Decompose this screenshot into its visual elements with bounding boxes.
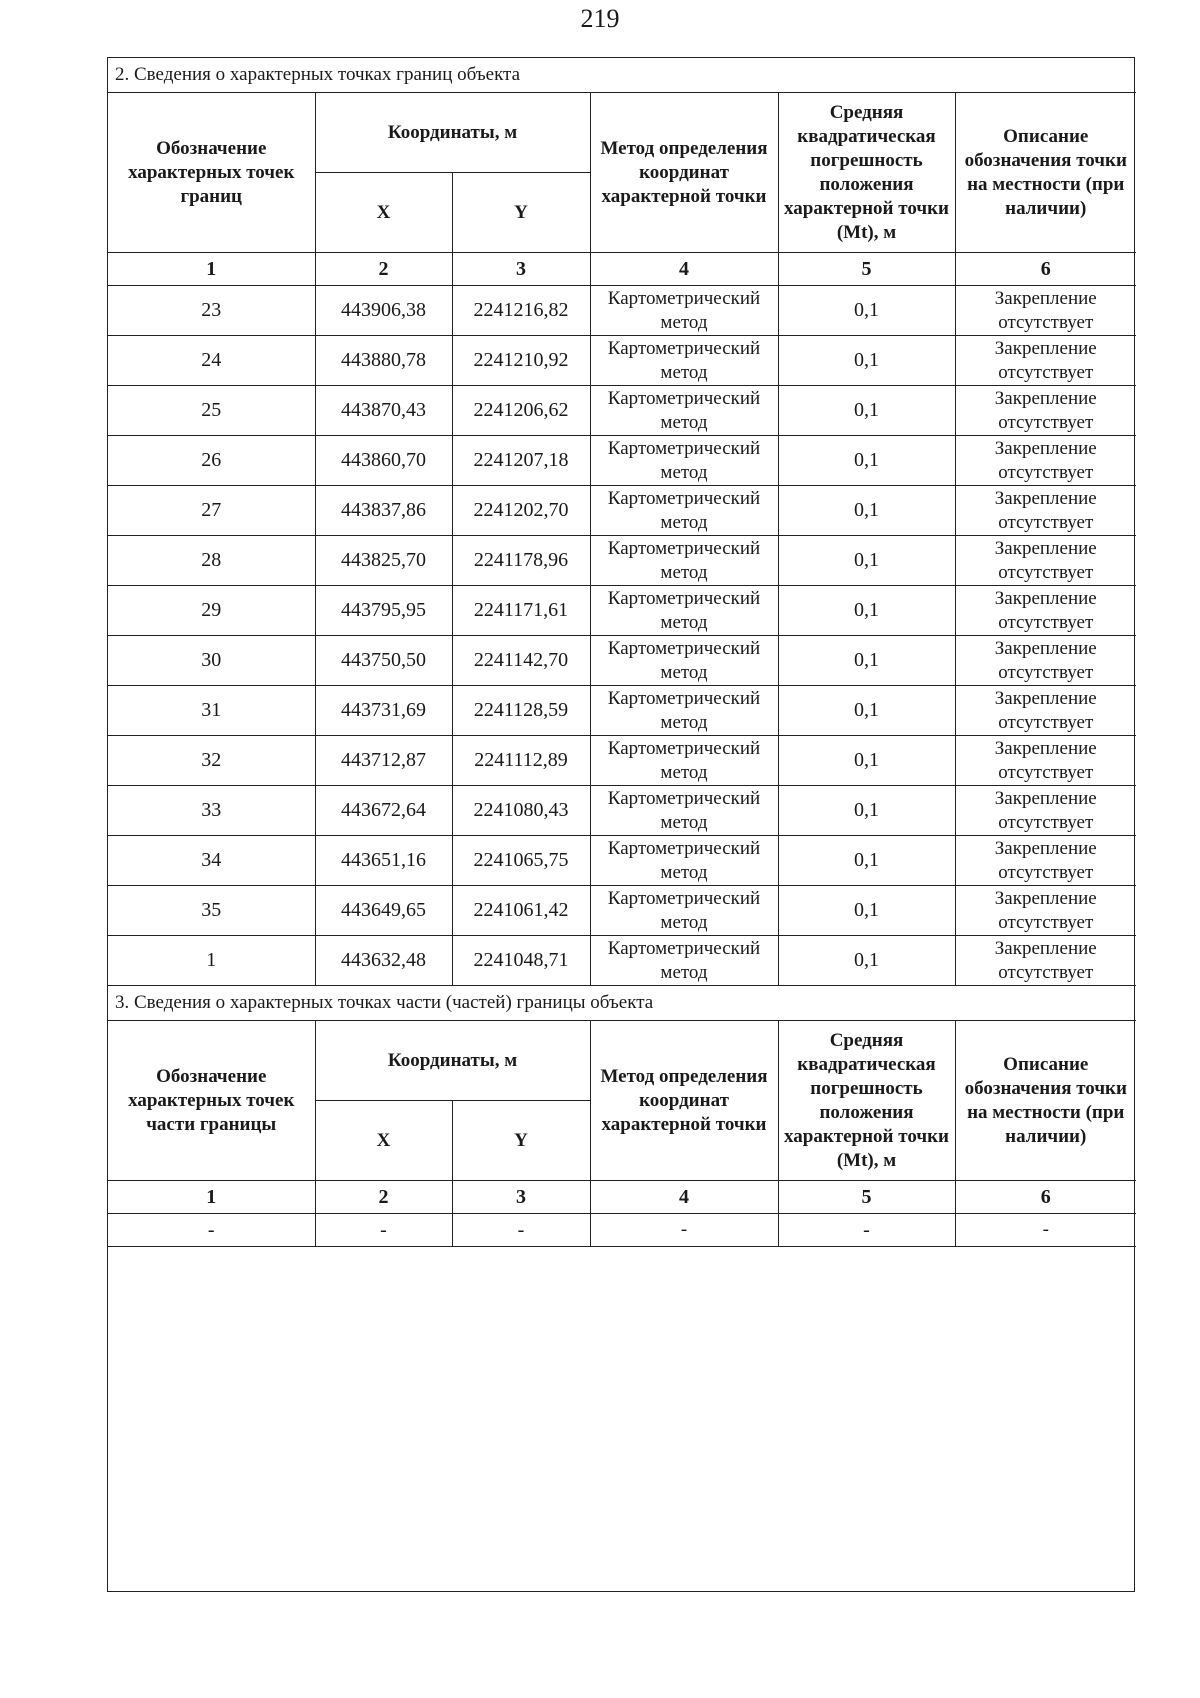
y-coordinate-cell: 2241128,59	[452, 686, 590, 736]
header-x: X	[315, 1101, 452, 1181]
x-coordinate-cell: 443880,78	[315, 336, 452, 386]
error-cell: -	[778, 1214, 955, 1247]
x-coordinate-cell: 443825,70	[315, 536, 452, 586]
description-cell: Закрепление отсутствует	[955, 736, 1136, 786]
x-coordinate-cell: 443731,69	[315, 686, 452, 736]
point-cell: -	[108, 1214, 315, 1247]
method-cell: Картометрический метод	[590, 286, 778, 336]
section2-rows	[108, 286, 1136, 986]
error-cell: 0,1	[778, 536, 955, 586]
point-cell: 30	[108, 636, 315, 686]
x-coordinate-cell: 443750,50	[315, 636, 452, 686]
x-coordinate-cell: 443672,64	[315, 786, 452, 836]
method-cell: Картометрический метод	[590, 686, 778, 736]
description-cell: Закрепление отсутствует	[955, 686, 1136, 736]
y-coordinate-cell: 2241210,92	[452, 336, 590, 386]
section3-title: 3. Сведения о характерных точках части (частей) границы объекта	[108, 986, 1136, 1021]
description-cell: Закрепление отсутствует	[955, 436, 1136, 486]
description-cell: -	[955, 1214, 1136, 1247]
y-coordinate-cell: 2241206,62	[452, 386, 590, 436]
method-cell: Картометрический метод	[590, 386, 778, 436]
x-coordinate-cell: 443870,43	[315, 386, 452, 436]
description-cell: Закрепление отсутствует	[955, 836, 1136, 886]
description-cell: Закрепление отсутствует	[955, 286, 1136, 336]
x-coordinate-cell: 443837,86	[315, 486, 452, 536]
description-cell: Закрепление отсутствует	[955, 386, 1136, 436]
y-coordinate-cell: 2241112,89	[452, 736, 590, 786]
header-x: X	[315, 173, 452, 253]
method-cell: -	[590, 1214, 778, 1247]
y-coordinate-cell: -	[452, 1214, 590, 1247]
header-y: Y	[452, 173, 590, 253]
x-coordinate-cell: 443712,87	[315, 736, 452, 786]
header-designation: Обозначение характерных точек части границы	[108, 1021, 315, 1181]
y-coordinate-cell: 2241048,71	[452, 936, 590, 986]
error-cell: 0,1	[778, 836, 955, 886]
y-coordinate-cell: 2241202,70	[452, 486, 590, 536]
table-row	[108, 786, 1136, 836]
y-coordinate-cell: 2241065,75	[452, 836, 590, 886]
point-cell: 29	[108, 586, 315, 636]
method-cell: Картометрический метод	[590, 436, 778, 486]
method-cell: Картометрический метод	[590, 786, 778, 836]
error-cell: 0,1	[778, 286, 955, 336]
header-designation: Обозначение характерных точек границ	[108, 93, 315, 253]
section2-title: 2. Сведения о характерных точках границ объекта	[108, 58, 1136, 93]
x-coordinate-cell: -	[315, 1214, 452, 1247]
y-coordinate-cell: 2241178,96	[452, 536, 590, 586]
error-cell: 0,1	[778, 336, 955, 386]
header-method: Метод определения координат характерной точки	[590, 93, 778, 253]
table-row	[108, 1214, 1136, 1247]
table-row	[108, 686, 1136, 736]
table-row	[108, 486, 1136, 536]
table-row	[108, 886, 1136, 936]
x-coordinate-cell: 443649,65	[315, 886, 452, 936]
description-cell: Закрепление отсутствует	[955, 486, 1136, 536]
table-row	[108, 586, 1136, 636]
column-number: 3	[452, 1181, 590, 1214]
point-cell: 26	[108, 436, 315, 486]
point-cell: 28	[108, 536, 315, 586]
column-number: 6	[955, 253, 1136, 286]
y-coordinate-cell: 2241171,61	[452, 586, 590, 636]
header-method: Метод определения координат характерной точки	[590, 1021, 778, 1181]
y-coordinate-cell: 2241142,70	[452, 636, 590, 686]
table-row	[108, 286, 1136, 336]
method-cell: Картометрический метод	[590, 336, 778, 386]
y-coordinate-cell: 2241207,18	[452, 436, 590, 486]
x-coordinate-cell: 443632,48	[315, 936, 452, 986]
description-cell: Закрепление отсутствует	[955, 586, 1136, 636]
y-coordinate-cell: 2241216,82	[452, 286, 590, 336]
column-number: 5	[778, 1181, 955, 1214]
column-number: 4	[590, 1181, 778, 1214]
error-cell: 0,1	[778, 486, 955, 536]
error-cell: 0,1	[778, 436, 955, 486]
header-description: Описание обозначения точки на местности (при наличии)	[955, 1021, 1136, 1181]
table-row	[108, 936, 1136, 986]
column-number: 2	[315, 1181, 452, 1214]
column-number: 3	[452, 253, 590, 286]
x-coordinate-cell: 443906,38	[315, 286, 452, 336]
document-frame	[107, 57, 1135, 1592]
error-cell: 0,1	[778, 886, 955, 936]
description-cell: Закрепление отсутствует	[955, 636, 1136, 686]
column-number: 5	[778, 253, 955, 286]
section2-table	[108, 58, 1136, 986]
column-number: 4	[590, 253, 778, 286]
header-description: Описание обозначения точки на местности (при наличии)	[955, 93, 1136, 253]
header-y: Y	[452, 1101, 590, 1181]
method-cell: Картометрический метод	[590, 736, 778, 786]
error-cell: 0,1	[778, 936, 955, 986]
table-row	[108, 436, 1136, 486]
table-row	[108, 336, 1136, 386]
column-number: 1	[108, 1181, 315, 1214]
table-row	[108, 836, 1136, 886]
method-cell: Картометрический метод	[590, 636, 778, 686]
point-cell: 33	[108, 786, 315, 836]
error-cell: 0,1	[778, 736, 955, 786]
y-coordinate-cell: 2241061,42	[452, 886, 590, 936]
point-cell: 23	[108, 286, 315, 336]
page-number: 219	[580, 4, 620, 33]
section3-rows	[108, 1214, 1136, 1247]
point-cell: 25	[108, 386, 315, 436]
method-cell: Картометрический метод	[590, 586, 778, 636]
header-coordinates: Координаты, м	[315, 93, 590, 173]
column-number: 2	[315, 253, 452, 286]
point-cell: 34	[108, 836, 315, 886]
description-cell: Закрепление отсутствует	[955, 886, 1136, 936]
method-cell: Картометрический метод	[590, 936, 778, 986]
description-cell: Закрепление отсутствует	[955, 336, 1136, 386]
error-cell: 0,1	[778, 686, 955, 736]
point-cell: 24	[108, 336, 315, 386]
point-cell: 35	[108, 886, 315, 936]
description-cell: Закрепление отсутствует	[955, 536, 1136, 586]
error-cell: 0,1	[778, 586, 955, 636]
error-cell: 0,1	[778, 786, 955, 836]
column-number: 6	[955, 1181, 1136, 1214]
table-row	[108, 636, 1136, 686]
table-row	[108, 386, 1136, 436]
method-cell: Картометрический метод	[590, 536, 778, 586]
method-cell: Картометрический метод	[590, 486, 778, 536]
section3-table	[108, 986, 1136, 1247]
header-error: Средняя квадратическая погрешность положения характерной точки (Mt), м	[778, 1021, 955, 1181]
table-row	[108, 536, 1136, 586]
method-cell: Картометрический метод	[590, 886, 778, 936]
point-cell: 1	[108, 936, 315, 986]
description-cell: Закрепление отсутствует	[955, 786, 1136, 836]
x-coordinate-cell: 443860,70	[315, 436, 452, 486]
method-cell: Картометрический метод	[590, 836, 778, 886]
error-cell: 0,1	[778, 386, 955, 436]
point-cell: 31	[108, 686, 315, 736]
x-coordinate-cell: 443651,16	[315, 836, 452, 886]
description-cell: Закрепление отсутствует	[955, 936, 1136, 986]
y-coordinate-cell: 2241080,43	[452, 786, 590, 836]
table-row	[108, 736, 1136, 786]
point-cell: 27	[108, 486, 315, 536]
column-number: 1	[108, 253, 315, 286]
header-coordinates: Координаты, м	[315, 1021, 590, 1101]
point-cell: 32	[108, 736, 315, 786]
header-error: Средняя квадратическая погрешность положения характерной точки (Mt), м	[778, 93, 955, 253]
x-coordinate-cell: 443795,95	[315, 586, 452, 636]
error-cell: 0,1	[778, 636, 955, 686]
